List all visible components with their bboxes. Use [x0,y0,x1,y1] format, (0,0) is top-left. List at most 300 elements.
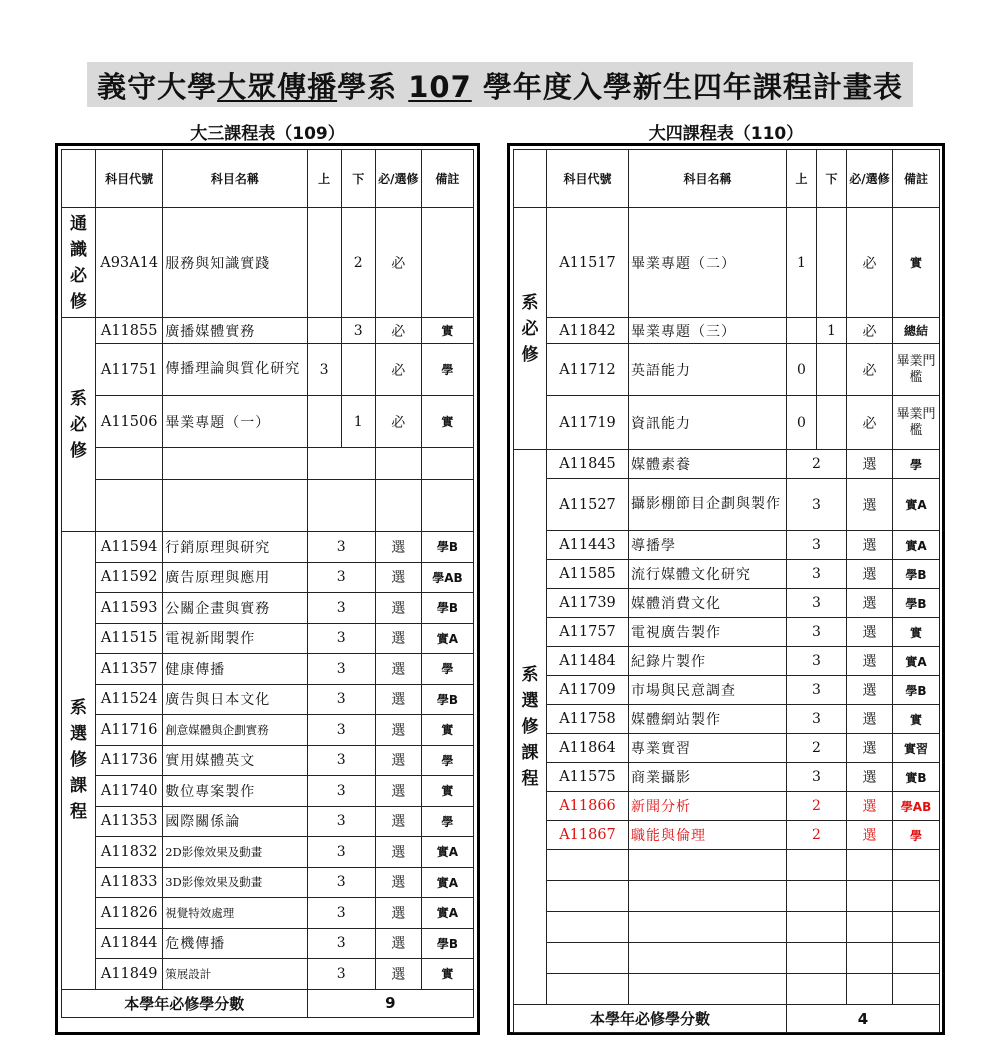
course-note: 實 [421,396,473,448]
course-name: 導播學 [629,531,787,560]
blank-cell [163,448,307,480]
footer-value: 4 [787,1005,940,1033]
table-row [514,318,940,344]
footer-label: 本學年必修學分數 [514,1005,787,1033]
header-code: 科目代號 [96,150,163,208]
course-credit: 2 [787,734,847,763]
category-dept-elective [514,450,547,1005]
blank-cell [787,881,847,912]
course-code: A11709 [547,676,629,705]
course-credit: 3 [307,776,375,807]
credit-second-sem: 1 [817,318,847,344]
course-name: 創意媒體與企劃實務 [163,715,307,746]
credit-first-sem [307,318,341,344]
course-name: 服務與知識實踐 [163,208,307,318]
course-code: A11740 [96,776,163,807]
course-code: A11751 [96,344,163,396]
table-row [514,589,940,618]
required-type: 選 [847,589,893,618]
table-row [62,532,474,563]
blank-cell [787,974,847,1005]
table-row [62,837,474,868]
table-row [62,562,474,593]
course-name: 新聞分析 [629,792,787,821]
course-note: 學B [421,684,473,715]
header-blank [62,150,96,208]
course-name: 國際關係論 [163,806,307,837]
course-note: 實A [421,837,473,868]
course-note: 學 [421,745,473,776]
required-type: 必 [375,318,421,344]
credit-second-sem: 1 [341,396,375,448]
course-note: 實 [421,318,473,344]
course-note: 學 [421,654,473,685]
course-credit: 3 [787,479,847,531]
course-credit: 3 [787,531,847,560]
course-note: 學 [421,344,473,396]
blank-cell [547,850,629,881]
required-type: 選 [375,745,421,776]
course-code: A11845 [547,450,629,479]
course-code: A93A14 [96,208,163,318]
required-type: 選 [375,715,421,746]
table-row [514,676,940,705]
blank-cell [893,943,940,974]
table-row [514,705,940,734]
blank-row [514,943,940,974]
required-type: 必 [847,396,893,450]
required-type: 選 [375,684,421,715]
blank-cell [307,448,375,480]
course-code: A11758 [547,705,629,734]
required-type: 選 [375,562,421,593]
required-type: 選 [847,792,893,821]
course-note: 學AB [421,562,473,593]
course-note: 實A [893,531,940,560]
table-row [62,396,474,448]
table-row [514,531,940,560]
course-note: 學B [893,560,940,589]
table-row [62,654,474,685]
blank-cell [893,850,940,881]
required-type: 選 [847,560,893,589]
table-row [62,318,474,344]
table-row [514,560,940,589]
page-title [87,62,913,107]
course-name: 職能與倫理 [629,821,787,850]
credit-second-sem [817,396,847,450]
course-code: A11517 [547,208,629,318]
table-row [62,959,474,990]
category-dept-elective [62,532,96,990]
blank-cell [547,881,629,912]
blank-cell [629,943,787,974]
course-note: 實習 [893,734,940,763]
course-code: A11844 [96,928,163,959]
required-type: 必 [375,396,421,448]
blank-cell [847,881,893,912]
footer-value: 9 [307,989,473,1017]
course-name: 公關企畫與實務 [163,593,307,624]
course-code: A11585 [547,560,629,589]
course-note: 實 [893,208,940,318]
course-name: 廣告與日本文化 [163,684,307,715]
title-rest: 學年度入學新生四年課程計畫表 [471,70,903,104]
course-code: A11506 [96,396,163,448]
course-name: 媒體消費文化 [629,589,787,618]
header-blank [514,150,547,208]
title-school: 義守大學 [97,70,218,104]
course-code: A11527 [547,479,629,531]
course-name: 實用媒體英文 [163,745,307,776]
table-row [514,792,940,821]
table-row [514,450,940,479]
table-row [62,715,474,746]
course-code: A11866 [547,792,629,821]
header-down: 下 [341,150,375,208]
course-note: 學 [893,821,940,850]
course-note: 實 [421,776,473,807]
credit-first-sem: 1 [787,208,817,318]
category-general-required-label: 通識必修 [70,213,88,312]
left-caption: 大三課程表（109） [190,124,345,144]
blank-cell [547,974,629,1005]
table-row [62,208,474,318]
table-row [62,623,474,654]
table-row [514,763,940,792]
course-note: 實A [893,647,940,676]
course-credit: 3 [307,562,375,593]
course-note: 實A [421,867,473,898]
course-credit: 3 [307,654,375,685]
course-code: A11594 [96,532,163,563]
header-row [514,150,940,208]
course-name: 廣告原理與應用 [163,562,307,593]
header-down: 下 [817,150,847,208]
course-note: 實 [893,705,940,734]
table-row [62,867,474,898]
blank-cell [547,943,629,974]
course-note: 學B [421,593,473,624]
required-type: 選 [847,450,893,479]
required-type: 選 [375,654,421,685]
fourth-year-table [513,149,940,1033]
course-name: 專業實習 [629,734,787,763]
credit-first-sem [307,396,341,448]
course-note: 實A [893,479,940,531]
course-credit: 3 [787,618,847,647]
course-credit: 2 [787,450,847,479]
blank-cell [847,943,893,974]
course-note: 實 [421,715,473,746]
header-req: 必/選修 [847,150,893,208]
course-code: A11712 [547,344,629,396]
course-name: 畢業專題（三） [629,318,787,344]
course-note: 學B [421,532,473,563]
required-type: 選 [847,647,893,676]
blank-cell [96,480,163,532]
credit-second-sem: 2 [341,208,375,318]
blank-cell [893,881,940,912]
category-dept-required-label: 系必修 [70,388,88,461]
table-row [514,344,940,396]
course-code: A11855 [96,318,163,344]
required-type: 選 [375,959,421,990]
title-year: 107 [408,70,472,104]
course-credit: 3 [307,928,375,959]
blank-row [514,912,940,943]
table-row [514,734,940,763]
required-type: 選 [375,898,421,929]
course-credit: 3 [307,745,375,776]
table-row [62,776,474,807]
course-name: 畢業專題（一） [163,396,307,448]
course-name: 2D影像效果及動畫 [163,837,307,868]
required-type: 選 [375,532,421,563]
course-name: 電視廣告製作 [629,618,787,647]
course-name: 畢業專題（二） [629,208,787,318]
course-code: A11575 [547,763,629,792]
credit-first-sem: 0 [787,344,817,396]
course-credit: 3 [307,898,375,929]
page-title-wrap [0,62,1000,107]
footer-row [514,1005,940,1033]
table-row [62,684,474,715]
course-note: 學B [893,676,940,705]
header-code: 科目代號 [547,150,629,208]
blank-cell [629,850,787,881]
blank-row [62,448,474,480]
course-credit: 3 [307,959,375,990]
course-name: 3D影像效果及動畫 [163,867,307,898]
course-code: A11832 [96,837,163,868]
blank-row [514,850,940,881]
credit-first-sem: 0 [787,396,817,450]
required-type: 選 [847,705,893,734]
course-note: 學 [421,806,473,837]
blank-cell [96,448,163,480]
blank-cell [547,912,629,943]
course-name: 攝影棚節目企劃與製作 [629,479,787,531]
required-type: 必 [847,318,893,344]
header-req: 必/選修 [375,150,421,208]
required-type: 選 [847,479,893,531]
blank-cell [787,850,847,881]
course-credit: 3 [787,763,847,792]
required-type: 必 [375,344,421,396]
course-code: A11593 [96,593,163,624]
category-general-required [62,208,96,318]
category-dept-elective-label: 系選修課程 [521,665,539,789]
required-type: 選 [847,618,893,647]
course-code: A11484 [547,647,629,676]
table-row [62,593,474,624]
required-type: 選 [375,837,421,868]
required-type: 選 [375,776,421,807]
course-code: A11524 [96,684,163,715]
header-up: 上 [307,150,341,208]
course-name: 紀錄片製作 [629,647,787,676]
course-credit: 3 [307,715,375,746]
course-name: 資訊能力 [629,396,787,450]
course-credit: 3 [787,705,847,734]
course-name: 英語能力 [629,344,787,396]
course-code: A11864 [547,734,629,763]
table-row [514,479,940,531]
course-code: A11719 [547,396,629,450]
course-code: A11757 [547,618,629,647]
credit-first-sem [787,318,817,344]
required-type: 選 [375,867,421,898]
course-note: 總結 [893,318,940,344]
course-code: A11353 [96,806,163,837]
third-year-table [61,149,474,1018]
course-name: 廣播媒體實務 [163,318,307,344]
course-credit: 3 [307,684,375,715]
blank-row [62,480,474,532]
category-dept-required-label: 系必修 [521,292,539,365]
table-row [514,396,940,450]
course-note: 畢業門檻 [893,396,940,450]
required-type: 選 [847,763,893,792]
course-note: 實 [421,959,473,990]
fourth-year-table-box [507,143,945,1035]
course-name: 商業攝影 [629,763,787,792]
course-code: A11443 [547,531,629,560]
course-name: 健康傳播 [163,654,307,685]
required-type: 選 [847,734,893,763]
blank-cell [893,912,940,943]
course-credit: 2 [787,821,847,850]
course-code: A11842 [547,318,629,344]
blank-cell [163,480,307,532]
required-type: 必 [847,344,893,396]
course-note [421,208,473,318]
credit-second-sem [817,344,847,396]
blank-cell [847,974,893,1005]
blank-row [514,974,940,1005]
course-credit: 3 [307,593,375,624]
course-code: A11716 [96,715,163,746]
course-credit: 3 [307,867,375,898]
course-code: A11736 [96,745,163,776]
title-department: 大眾傳播 [217,70,338,104]
course-code: A11739 [547,589,629,618]
course-note: 實B [893,763,940,792]
course-code: A11867 [547,821,629,850]
footer-row [62,989,474,1017]
footer-label: 本學年必修學分數 [62,989,308,1017]
credit-second-sem [817,208,847,318]
course-credit: 2 [787,792,847,821]
course-name: 策展設計 [163,959,307,990]
course-name: 媒體網站製作 [629,705,787,734]
credit-first-sem: 3 [307,344,341,396]
header-up: 上 [787,150,817,208]
blank-cell [787,943,847,974]
course-note: 學B [421,928,473,959]
course-credit: 3 [307,806,375,837]
blank-cell [847,912,893,943]
course-code: A11833 [96,867,163,898]
course-note: 畢業門檻 [893,344,940,396]
required-type: 必 [375,208,421,318]
course-credit: 3 [307,623,375,654]
course-code: A11515 [96,623,163,654]
course-code: A11592 [96,562,163,593]
required-type: 選 [847,676,893,705]
course-name: 媒體素養 [629,450,787,479]
right-caption: 大四課程表（110） [648,124,804,144]
required-type: 選 [375,593,421,624]
header-row [62,150,474,208]
course-name: 市場與民意調查 [629,676,787,705]
course-note: 實 [893,618,940,647]
credit-first-sem [307,208,341,318]
third-year-table-box [55,143,480,1035]
course-name: 行銷原理與研究 [163,532,307,563]
blank-cell [375,448,421,480]
course-credit: 3 [787,647,847,676]
course-name: 危機傳播 [163,928,307,959]
course-note: 學 [893,450,940,479]
course-note: 學AB [893,792,940,821]
course-credit: 3 [307,532,375,563]
table-row [514,821,940,850]
header-name: 科目名稱 [629,150,787,208]
course-name: 電視新聞製作 [163,623,307,654]
course-note: 學B [893,589,940,618]
course-credit: 3 [787,560,847,589]
blank-cell [421,448,473,480]
header-note: 備註 [893,150,940,208]
table-row [62,928,474,959]
header-note: 備註 [421,150,473,208]
course-credit: 3 [787,589,847,618]
course-code: A11849 [96,959,163,990]
credit-second-sem [341,344,375,396]
table-row [62,806,474,837]
table-row [62,745,474,776]
category-dept-elective-label: 系選修課程 [70,698,88,823]
table-row [514,618,940,647]
blank-cell [893,974,940,1005]
course-code: A11826 [96,898,163,929]
required-type: 選 [847,821,893,850]
category-dept-required [514,208,547,450]
required-type: 選 [375,806,421,837]
table-row [62,344,474,396]
course-credit: 3 [787,676,847,705]
required-type: 選 [847,531,893,560]
course-name: 傳播理論與質化研究 [163,344,307,396]
table-row [514,647,940,676]
required-type: 必 [847,208,893,318]
course-name: 流行媒體文化研究 [629,560,787,589]
blank-cell [629,912,787,943]
title-dept-suffix: 學系 [337,70,409,104]
required-type: 選 [375,623,421,654]
category-dept-required [62,318,96,532]
blank-cell [629,974,787,1005]
course-name: 視覺特效處理 [163,898,307,929]
blank-cell [375,480,421,532]
table-row [514,208,940,318]
header-name: 科目名稱 [163,150,307,208]
course-note: 實A [421,898,473,929]
blank-cell [847,850,893,881]
blank-row [514,881,940,912]
